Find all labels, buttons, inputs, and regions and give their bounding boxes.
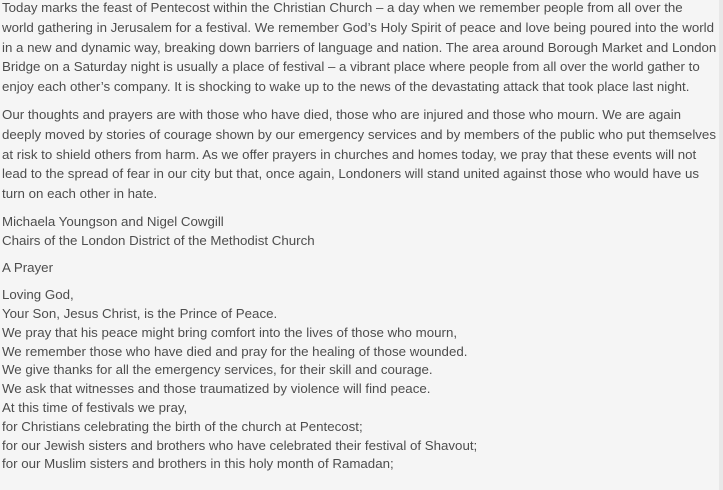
prayer-line: Your Son, Jesus Christ, is the Prince of Peace. — [2, 305, 278, 321]
prayer-line: for Christians celebrating the birth of the church at Pentecost; — [2, 418, 363, 434]
prayer-line: We ask that witnesses and those traumatized by violence will find peace. — [2, 381, 431, 397]
prayer-heading: A Prayer — [2, 260, 53, 276]
prayer-line: Loving God, — [2, 287, 74, 303]
signature-block — [2, 212, 718, 250]
signature-title: Chairs of the London District of the Methodist Church — [2, 233, 315, 249]
article-paragraph-1: Today marks the feast of Pentecost within the Christian Church – a day when we remember people from all over the world gathering in Jerusalem for a festival. We remember God’s Holy Spirit of peace and love being poured into the world in a new and dynamic way, breaking down barriers of language and nation. The area around Borough Market and London Bridge on a Saturday night is usually a place of festival – a vibrant place where people from all over the world gather to enjoy each other’s company. It is shocking to wake up to the news of the devastating attack that took place last night. — [2, 0, 717, 95]
prayer-line: We pray that his peace might bring comfort into the lives of those who mourn, — [2, 324, 458, 340]
prayer-line: We give thanks for all the emergency services, for their skill and courage. — [2, 362, 433, 378]
prayer-line: At this time of festivals we pray, — [2, 399, 188, 415]
prayer-text — [2, 286, 718, 474]
prayer-line: for our Muslim sisters and brothers in this holy month of Ramadan; — [2, 456, 394, 472]
signature-names: Michaela Youngson and Nigel Cowgill — [2, 213, 224, 229]
prayer-line: We remember those who have died and pray for the healing of those wounded. — [2, 343, 468, 359]
scrollbar[interactable] — [719, 0, 723, 490]
article-paragraph-2: Our thoughts and prayers are with those who have died, those who are injured and those who mourn. We are again deeply moved by stories of courage shown by our emergency services and by members of the public who put themselves at risk to shield others from harm. As we offer prayers in churches and homes today, we pray that these events will not lead to the spread of fear in our city but that, once again, Londoners will stand united against those who would have us turn on each other in hate. — [2, 106, 716, 202]
prayer-line: for our Jewish sisters and brothers who have celebrated their festival of Shavout; — [2, 437, 478, 453]
article-content — [2, 0, 718, 482]
